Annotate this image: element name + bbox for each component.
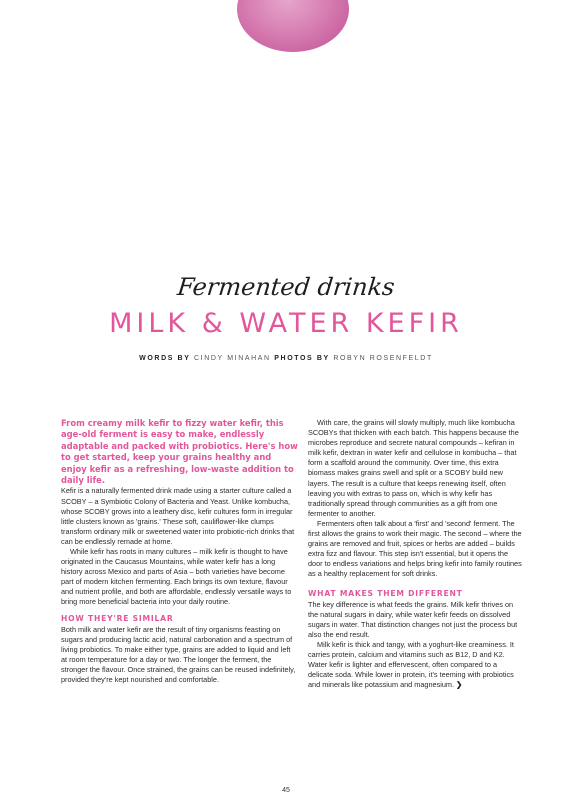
subheading-different: WHAT MAKES THEM DIFFERENT bbox=[308, 588, 463, 598]
body-paragraph-last bbox=[308, 640, 524, 690]
intro-standfirst: From creamy milk kefir to fizzy water kefir, this age-old ferment is easy to make, endlessly adaptable and packed with probiotics. Here's how to get started, keep your grains healthy and enjoy kefir as a refreshing, low-waste addition to daily life. bbox=[61, 418, 298, 486]
continue-arrow-icon: ❯ bbox=[456, 680, 463, 690]
photographer-name: ROBYN ROSENFELDT bbox=[333, 355, 433, 362]
body-paragraph: The key difference is what feeds the grains. Milk kefir thrives on the natural sugars in dairy, while water kefir feeds on dissolved sugars in water. That distinction changes not just the process but also the end result. bbox=[308, 599, 518, 639]
byline bbox=[0, 355, 572, 362]
photos-label: PHOTOS BY bbox=[274, 355, 330, 362]
body-paragraph: Both milk and water kefir are the result of tiny organisms feasting on sugars and producing lactic acid, natural carbonation and a spectrum of living probiotics. To make either type, grains are added to liquid and left at room temperature for a day or two. The longer the ferment, the stronger the flavour. Once strained, the grains can be reused indefinitely, provided they're kept nourished and comfortable. bbox=[61, 624, 296, 685]
body-paragraph: Kefir is a naturally fermented drink made using a starter culture called a SCOBY – a Symbiotic Colony of Bacteria and Yeast. Unlike kombucha, whose SCOBY grows into a leathery disc, kefir cultures form in irregular little clusters known as 'grains.' These soft, cauliflower-like clumps transform ordinary milk or sweetened water into probiotic-rich drinks that can be endlessly remade at home. bbox=[61, 486, 295, 546]
body-text: Milk kefir is thick and tangy, with a yoghurt-like creaminess. It carries protein, calcium and vitamins such as B12, D and K2. Water kefir is lighter and effervescent, often compared to a delicate soda. While lower in protein, it's teeming with probiotics and minerals like potassium and magnesium. bbox=[308, 639, 514, 690]
kicker-title: Fermented drinks bbox=[175, 273, 397, 301]
body-paragraph: Fermenters often talk about a 'first' and 'second' ferment. The first allows the grains to work their magic. The second – where the grains are removed and fruit, spices or herbs are added – builds extra fizz and flavour. This step isn't essential, but it opens the door to endless variations and helps bring kefir into family routines as a healthy replacement for soft drinks. bbox=[308, 518, 522, 579]
subheading-similar: HOW THEY'RE SIMILAR bbox=[61, 613, 174, 623]
page-number: 45 bbox=[282, 787, 290, 794]
left-column bbox=[61, 418, 298, 685]
author-name: CINDY MINAHAN bbox=[194, 355, 271, 362]
section-tab-blob bbox=[237, 0, 349, 52]
words-label: WORDS BY bbox=[139, 355, 191, 362]
body-paragraph: While kefir has roots in many cultures – milk kefir is thought to have originated in the Caucasus Mountains, while water kefir has a long history across Mexico and parts of Asia – both varieties have become part of modern kitchen fermenting. Each brings its own texture, flavour and nutrient profile, and both are affordable, endlessly versatile ways to bring more beneficial bacteria into your daily routine. bbox=[61, 547, 292, 607]
body-paragraph: With care, the grains will slowly multiply, much like kombucha SCOBYs that thicken with each batch. This happens because the microbes reproduce and secrete natural compounds – kefiran in milk kefir, dextran in water kefir and cellulose in kombucha – that form a scaffold around the community. Over time, this extra biomass makes grains swell and split or a SCOBY build new layers. The result is a culture that keeps renewing itself, often leaving you with extras to pass on, which is why kefir has traditionally spread through communities as a gift from one fermenter to another. bbox=[308, 418, 519, 518]
right-column bbox=[308, 418, 524, 690]
page-title: MILK & WATER KEFIR bbox=[109, 308, 463, 339]
